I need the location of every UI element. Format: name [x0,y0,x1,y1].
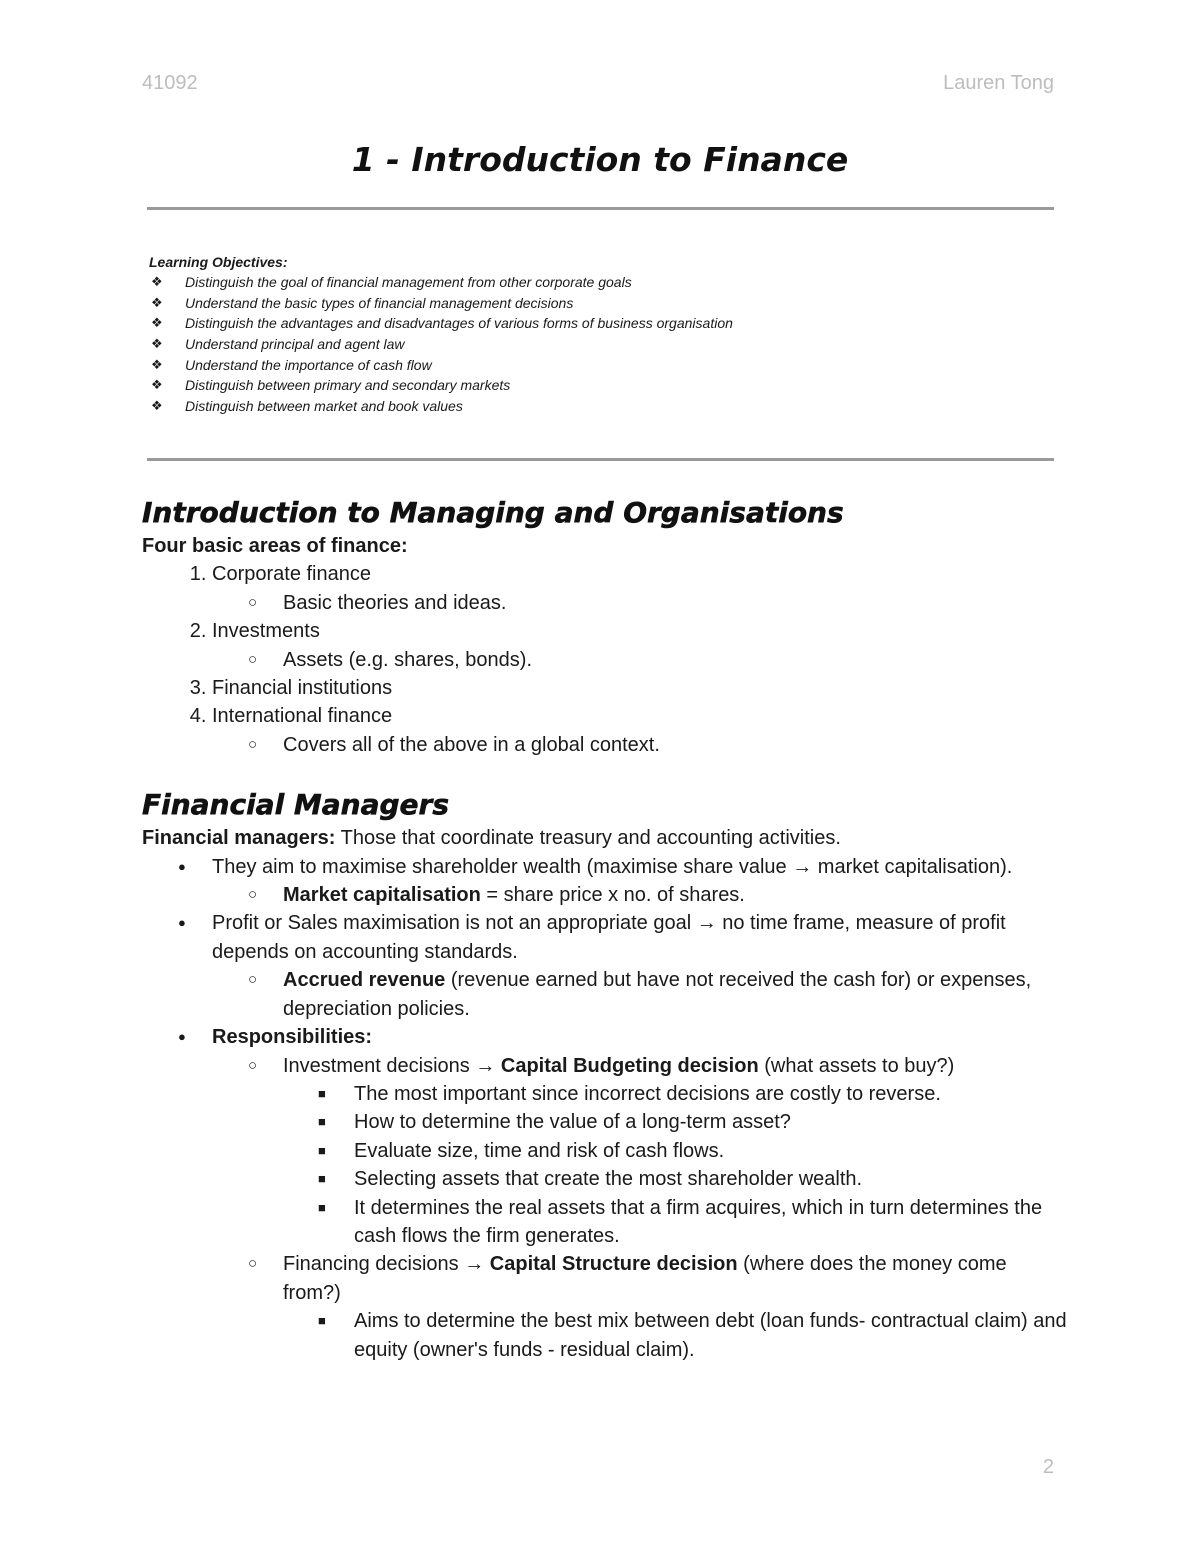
sub-item [283,966,1067,1023]
term-accrued-revenue: Accrued revenue [283,969,446,992]
objective-item [149,396,1049,417]
area-detail: ○ Covers all of the above in a global context. [283,731,1067,759]
objective-item [149,355,1049,376]
objective-text: Distinguish between market and book values [185,398,463,415]
objective-text: Distinguish between primary and secondary markets [185,377,511,394]
investment-decisions-item [283,1052,1067,1251]
diamond-bullet-icon: ❖ [151,398,163,414]
definition-term: Financial managers: [142,827,336,850]
diamond-bullet-icon: ❖ [151,315,163,331]
area-item [212,702,1067,759]
investment-points-list [283,1080,1067,1250]
financing-point: ■ Aims to determine the best mix between debt (loan funds- contractual claim) and equity (owner's funds - residual claim). [354,1307,1067,1364]
sub-text: Investment decisions → [283,1054,501,1077]
definition-text: Those that coordinate treasury and accounting activities. [335,827,841,850]
area-item [212,674,1067,702]
financing-decisions-item [283,1250,1067,1364]
objective-item [149,334,1049,355]
diamond-bullet-icon: ❖ [151,336,163,352]
bullet-text: They aim to maximise shareholder wealth (maximise share value → market capitalisation). [212,855,1013,878]
finance-areas-list [142,560,1067,759]
objective-item [149,313,1049,334]
sub-text: (where does the money come from?) [283,1253,1007,1304]
investment-point: ■ Evaluate size, time and risk of cash flows. [354,1137,1067,1165]
diamond-bullet-icon: ❖ [151,356,163,372]
header-author: Lauren Tong [943,72,1054,94]
area-label: International finance [212,705,393,728]
sub-text: (what assets to buy?) [758,1054,955,1077]
bullet-item [212,1023,1067,1364]
term-capital-budgeting: Capital Budgeting decision [500,1054,759,1077]
objective-text: Distinguish the advantages and disadvantages of various forms of business organisation [185,315,733,332]
objective-text: Understand the basic types of financial management decisions [185,294,574,311]
diamond-bullet-icon: ❖ [151,294,163,310]
area-label: Financial institutions [212,677,393,700]
bullet-text: Profit or Sales maximisation is not an appropriate goal → no time frame, measure of profit depends on accounting standards. [212,912,1006,963]
area-sublist [212,589,1067,617]
sub-text: = share price x no. of shares. [480,884,745,907]
divider-bottom [147,458,1054,461]
divider-top [147,207,1054,210]
investment-point: ■ Selecting assets that create the most shareholder wealth. [354,1165,1067,1193]
objective-text: Understand principal and agent law [185,336,405,353]
objectives-list [149,272,1049,417]
responsibilities-list [212,1052,1067,1364]
investment-point: ■ It determines the real assets that a firm acquires, which in turn determines the cash flows the firm generates. [354,1194,1067,1251]
objective-item [149,293,1049,314]
header-course-code: 41092 [142,72,198,94]
objectives-heading: Learning Objectives: [149,254,288,270]
objective-text: Distinguish the goal of financial management from other corporate goals [185,274,632,290]
area-label: Investments [212,620,320,643]
diamond-bullet-icon: ❖ [151,274,163,289]
diamond-bullet-icon: ❖ [151,377,163,393]
document-body [142,494,1067,1364]
bullet-sublist [212,881,1067,909]
areas-subheading: Four basic areas of finance: [142,535,408,557]
bullet-item [212,909,1067,1023]
area-detail: ○ Assets (e.g. shares, bonds). [283,646,1067,674]
objective-text: Understand the importance of cash flow [185,356,432,373]
section-heading-financial-managers: Financial Managers [142,788,450,822]
bullet-item [212,853,1067,910]
objective-item [149,375,1049,396]
area-label: Corporate finance [212,563,371,586]
area-sublist [212,731,1067,759]
sub-text: Financing decisions → [283,1253,490,1276]
investment-point: ■ The most important since incorrect decisions are costly to reverse. [354,1080,1067,1108]
managers-bullet-list [142,853,1067,1364]
learning-objectives [149,254,1049,417]
responsibilities-label: Responsibilities: [212,1026,373,1049]
objective-item [149,272,1049,293]
area-sublist [212,646,1067,674]
page-title: 1 - Introduction to Finance [351,140,849,179]
bullet-sublist [212,966,1067,1023]
page-number: 2 [1042,1456,1054,1478]
area-item [212,560,1067,617]
term-capital-structure: Capital Structure decision [489,1253,738,1276]
section-heading-managing: Introduction to Managing and Organisations [142,496,844,529]
definition-paragraph [142,824,1067,852]
area-item [212,617,1067,674]
investment-point: ■ How to determine the value of a long-term asset? [354,1108,1067,1136]
term-market-cap: Market capitalisation [283,884,481,907]
area-detail: ○ Basic theories and ideas. [283,589,1067,617]
financing-points-list [283,1307,1067,1364]
sub-text: (revenue earned but have not received the cash for) or expenses, depreciation policies. [283,969,1032,1020]
sub-item [283,881,1067,909]
